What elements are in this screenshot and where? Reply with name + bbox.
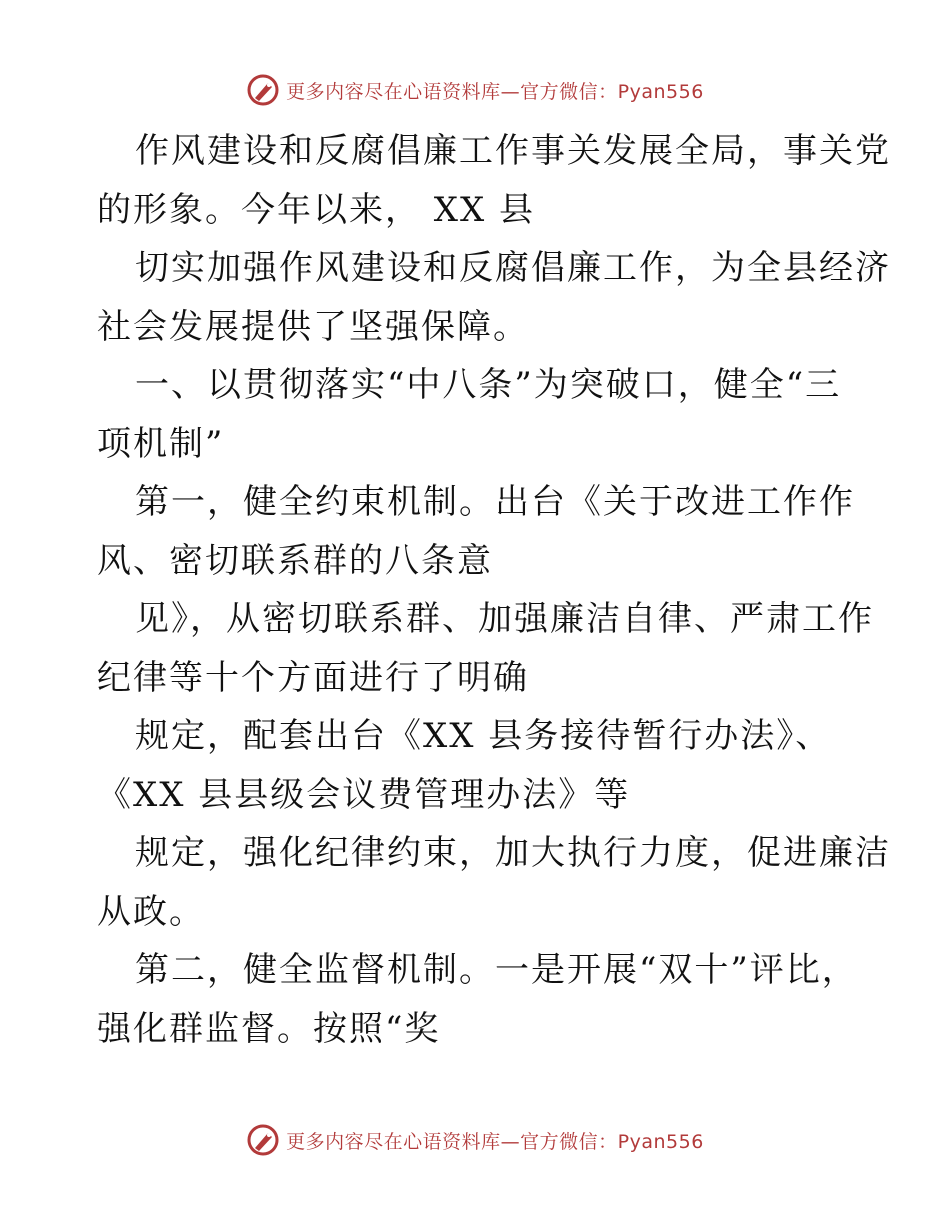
paragraph-line: 从政。 bbox=[97, 891, 205, 932]
paragraph-line: 见》，从密切联系群、加强廉洁自律、严肃工作 bbox=[135, 599, 874, 639]
paragraph-line: 纪律等十个方面进行了明确 bbox=[97, 657, 529, 698]
paragraph bbox=[97, 590, 874, 707]
footer-banner-inner bbox=[246, 1123, 704, 1157]
paragraph-line: 一、以贯彻落实“中八条”为突破口，健全“三 bbox=[135, 365, 842, 405]
document-body bbox=[97, 122, 891, 1058]
pen-nib-logo-icon bbox=[246, 1123, 280, 1157]
footer-banner bbox=[0, 1120, 950, 1160]
paragraph bbox=[97, 707, 857, 824]
paragraph-line: 风、密切联系群的八条意 bbox=[97, 540, 493, 581]
paragraph-line: 社会发展提供了坚强保障。 bbox=[97, 306, 529, 347]
footer-banner-text: 更多内容尽在心语资料库—官方微信：Pyan556 bbox=[286, 1130, 704, 1153]
paragraph bbox=[97, 824, 891, 941]
paragraph-line: 第二，健全监督机制。一是开展“双十”评比， bbox=[135, 950, 858, 990]
paragraph-line: 切实加强作风建设和反腐倡廉工作，为全县经济 bbox=[135, 248, 891, 288]
paragraph bbox=[97, 122, 891, 239]
paragraph-line: 的形象。今年以来， XX 县 bbox=[97, 189, 536, 230]
paragraph-line: 规定，强化纪律约束，加大执行力度，促进廉洁 bbox=[135, 833, 891, 873]
pen-nib-logo-icon bbox=[246, 73, 280, 107]
header-banner-inner bbox=[246, 73, 704, 107]
paragraph-line: 第一，健全约束机制。出台《关于改进工作作 bbox=[135, 482, 855, 522]
paragraph-line: 规定，配套出台《XX 县务接待暂行办法》、 bbox=[135, 716, 832, 756]
paragraph bbox=[97, 356, 857, 473]
header-banner bbox=[0, 70, 950, 110]
paragraph-line: 项机制” bbox=[97, 423, 225, 464]
paragraph bbox=[97, 473, 857, 590]
paragraph-line: 强化群监督。按照“奖 bbox=[97, 1008, 441, 1049]
paragraph-line: 《XX 县县级会议费管理办法》等 bbox=[97, 774, 631, 815]
header-banner-text: 更多内容尽在心语资料库—官方微信：Pyan556 bbox=[286, 80, 704, 103]
paragraph bbox=[97, 941, 857, 1058]
paragraph bbox=[97, 239, 891, 356]
paragraph-line: 作风建设和反腐倡廉工作事关发展全局，事关党 bbox=[135, 131, 891, 171]
